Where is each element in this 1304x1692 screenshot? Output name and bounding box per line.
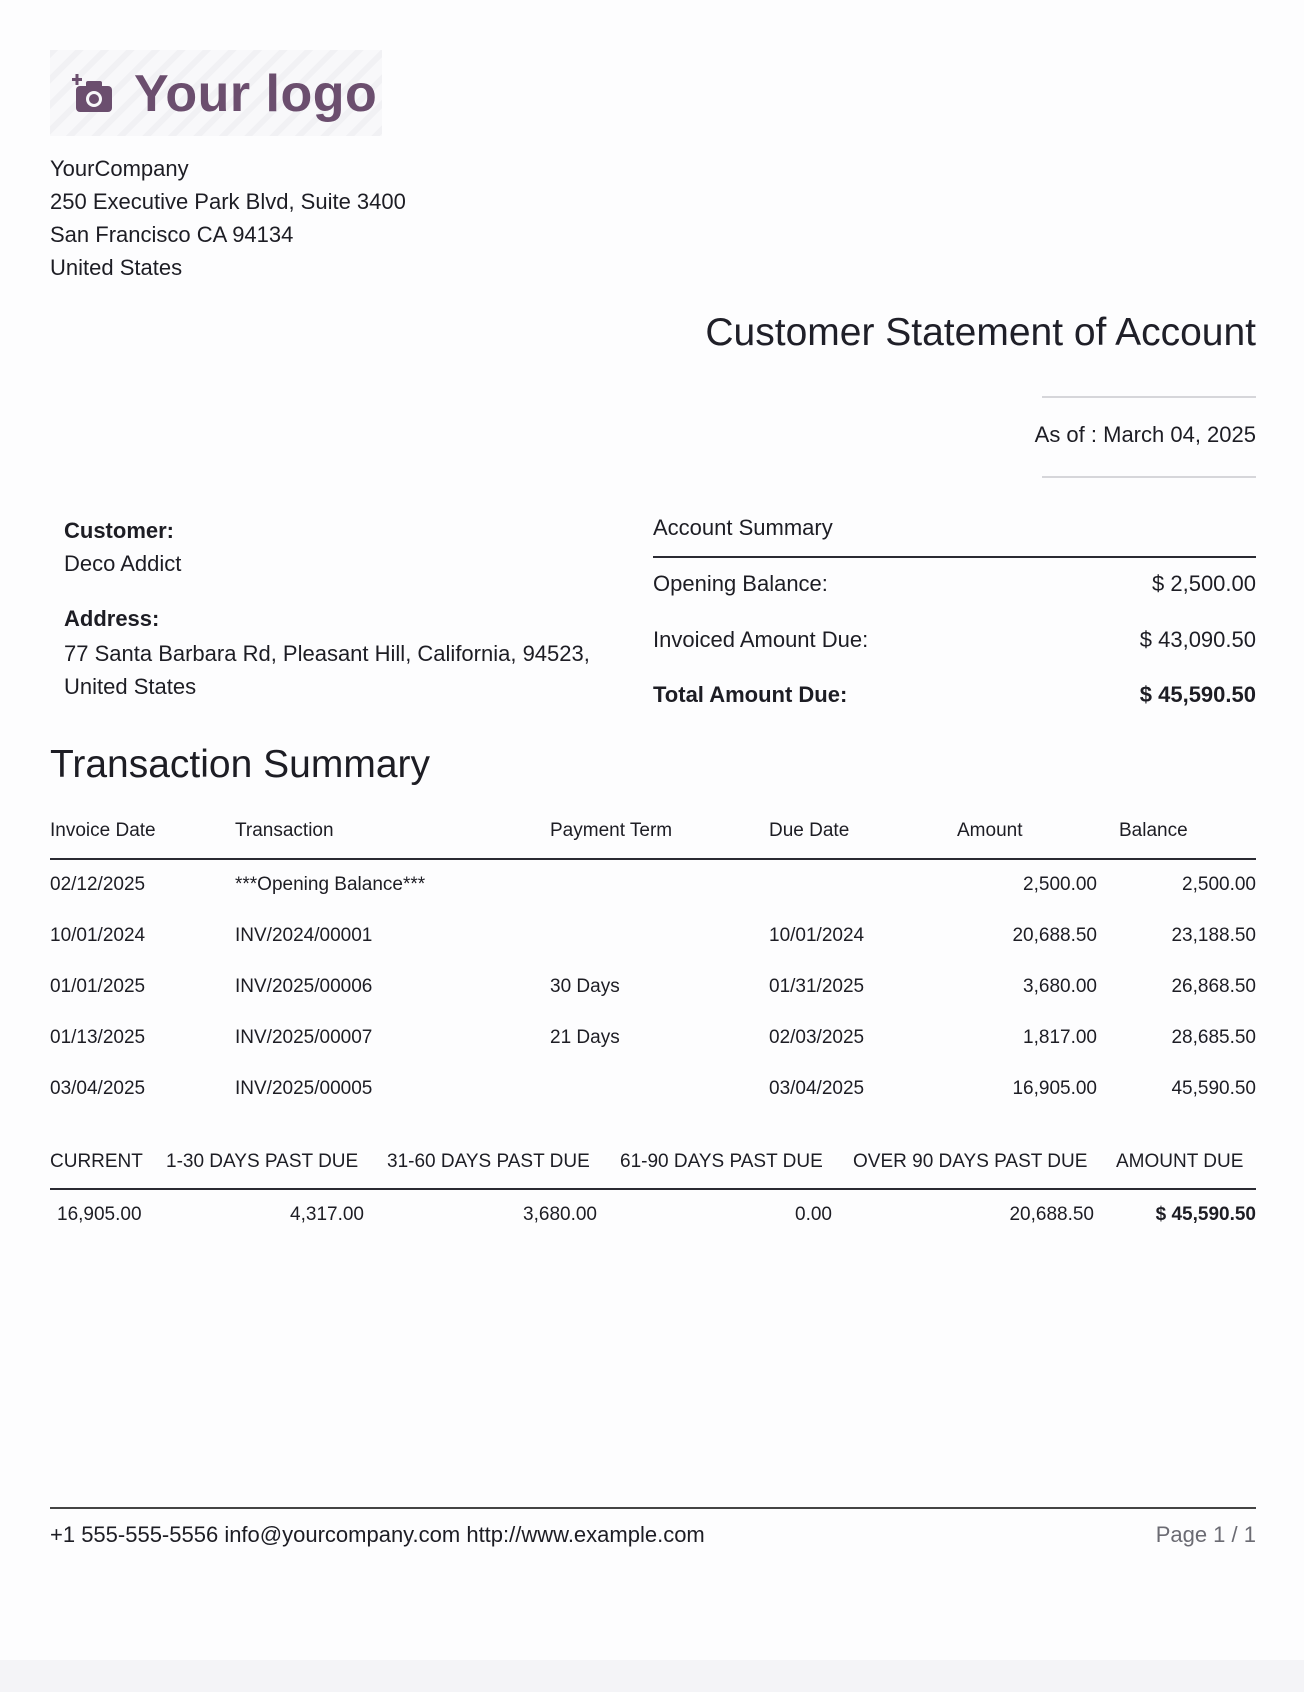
due-date: 10/01/2024	[769, 925, 865, 946]
transaction: ***Opening Balance***	[235, 874, 426, 895]
summary-label: Invoiced Amount Due:	[653, 627, 869, 652]
payment-term: 30 Days	[550, 976, 620, 997]
summary-label: Total Amount Due:	[653, 682, 848, 707]
aging-header-over-90: OVER 90 DAYS PAST DUE	[853, 1151, 1088, 1172]
summary-value: $ 43,090.50	[1139, 627, 1256, 652]
divider	[1042, 476, 1256, 478]
transaction: INV/2025/00007	[235, 1027, 373, 1048]
invoice-date: 01/01/2025	[50, 976, 146, 997]
amount: 16,905.00	[1012, 1078, 1097, 1099]
company-address	[50, 152, 406, 284]
balance: 45,590.50	[1171, 1078, 1256, 1099]
footer-divider	[50, 1507, 1256, 1509]
company-address-line1: 250 Executive Park Blvd, Suite 3400	[50, 189, 406, 214]
aging-header-divider	[50, 1188, 1256, 1190]
total-amount-row	[653, 680, 1256, 710]
summary-value: $ 2,500.00	[1152, 571, 1256, 596]
table-header-divider	[50, 858, 1256, 860]
as-of-date	[1035, 420, 1256, 450]
as-of-value: March 04, 2025	[1103, 422, 1256, 447]
invoice-date: 02/12/2025	[50, 874, 146, 895]
invoice-date: 10/01/2024	[50, 925, 146, 946]
payment-term: 21 Days	[550, 1027, 620, 1048]
as-of-label: As of :	[1034, 422, 1097, 447]
amount: 2,500.00	[1023, 874, 1097, 895]
summary-value: $ 45,590.50	[1139, 682, 1256, 707]
transaction: INV/2024/00001	[235, 925, 373, 946]
column-header: Invoice Date	[50, 820, 156, 841]
column-header: Due Date	[769, 820, 850, 841]
customer-address-line1: 77 Santa Barbara Rd, Pleasant Hill, California, 94523,	[64, 641, 590, 666]
account-summary-title: Account Summary	[653, 515, 833, 540]
amount: 1,817.00	[1023, 1027, 1097, 1048]
company-address-line2: San Francisco CA 94134	[50, 222, 294, 247]
column-header: Transaction	[235, 820, 334, 841]
divider	[1042, 396, 1256, 398]
company-name: YourCompany	[50, 156, 189, 181]
company-country: United States	[50, 255, 183, 280]
transaction-summary-title: Transaction Summary	[50, 743, 431, 786]
due-date: 02/03/2025	[769, 1027, 865, 1048]
aging-header-61-90: 61-90 DAYS PAST DUE	[620, 1151, 823, 1172]
page-bottom-band	[0, 1660, 1304, 1692]
camera-plus-icon	[72, 74, 116, 114]
column-header: Payment Term	[550, 820, 673, 841]
transaction: INV/2025/00005	[235, 1078, 373, 1099]
document-title: Customer Statement of Account	[705, 311, 1256, 354]
address-label: Address:	[64, 606, 160, 631]
aging-1-30: 4,317.00	[290, 1204, 364, 1225]
transaction: INV/2025/00006	[235, 976, 373, 997]
invoice-date: 01/13/2025	[50, 1027, 146, 1048]
customer-label: Customer:	[64, 518, 175, 543]
column-header: Amount	[957, 820, 1023, 841]
customer-address-line2: United States	[64, 674, 197, 699]
divider	[653, 556, 1256, 558]
summary-label: Opening Balance:	[653, 571, 828, 596]
due-date: 03/04/2025	[769, 1078, 865, 1099]
aging-amount-due: $ 45,590.50	[1155, 1204, 1256, 1225]
aging-header-1-30: 1-30 DAYS PAST DUE	[166, 1151, 359, 1172]
aging-31-60: 3,680.00	[523, 1204, 597, 1225]
invoiced-amount-row	[653, 625, 1256, 655]
balance: 28,685.50	[1171, 1027, 1256, 1048]
aging-over-90: 20,688.50	[1009, 1204, 1094, 1225]
logo-text: Your logo	[134, 65, 378, 123]
amount: 3,680.00	[1023, 976, 1097, 997]
aging-header-amount-due: AMOUNT DUE	[1116, 1151, 1244, 1172]
amount: 20,688.50	[1012, 925, 1097, 946]
aging-header-31-60: 31-60 DAYS PAST DUE	[387, 1151, 590, 1172]
column-header: Balance	[1119, 820, 1188, 841]
page-number: Page 1 / 1	[1155, 1522, 1256, 1547]
footer-contact: +1 555-555-5556 info@yourcompany.com http://www.example.com	[50, 1522, 705, 1547]
aging-current: 16,905.00	[57, 1204, 142, 1225]
customer-name: Deco Addict	[64, 551, 182, 576]
invoice-date: 03/04/2025	[50, 1078, 146, 1099]
balance: 26,868.50	[1171, 976, 1256, 997]
aging-header-current: CURRENT	[50, 1151, 143, 1172]
balance: 23,188.50	[1171, 925, 1256, 946]
opening-balance-row	[653, 569, 1256, 599]
balance: 2,500.00	[1182, 874, 1256, 895]
aging-61-90: 0.00	[795, 1204, 832, 1225]
due-date: 01/31/2025	[769, 976, 865, 997]
